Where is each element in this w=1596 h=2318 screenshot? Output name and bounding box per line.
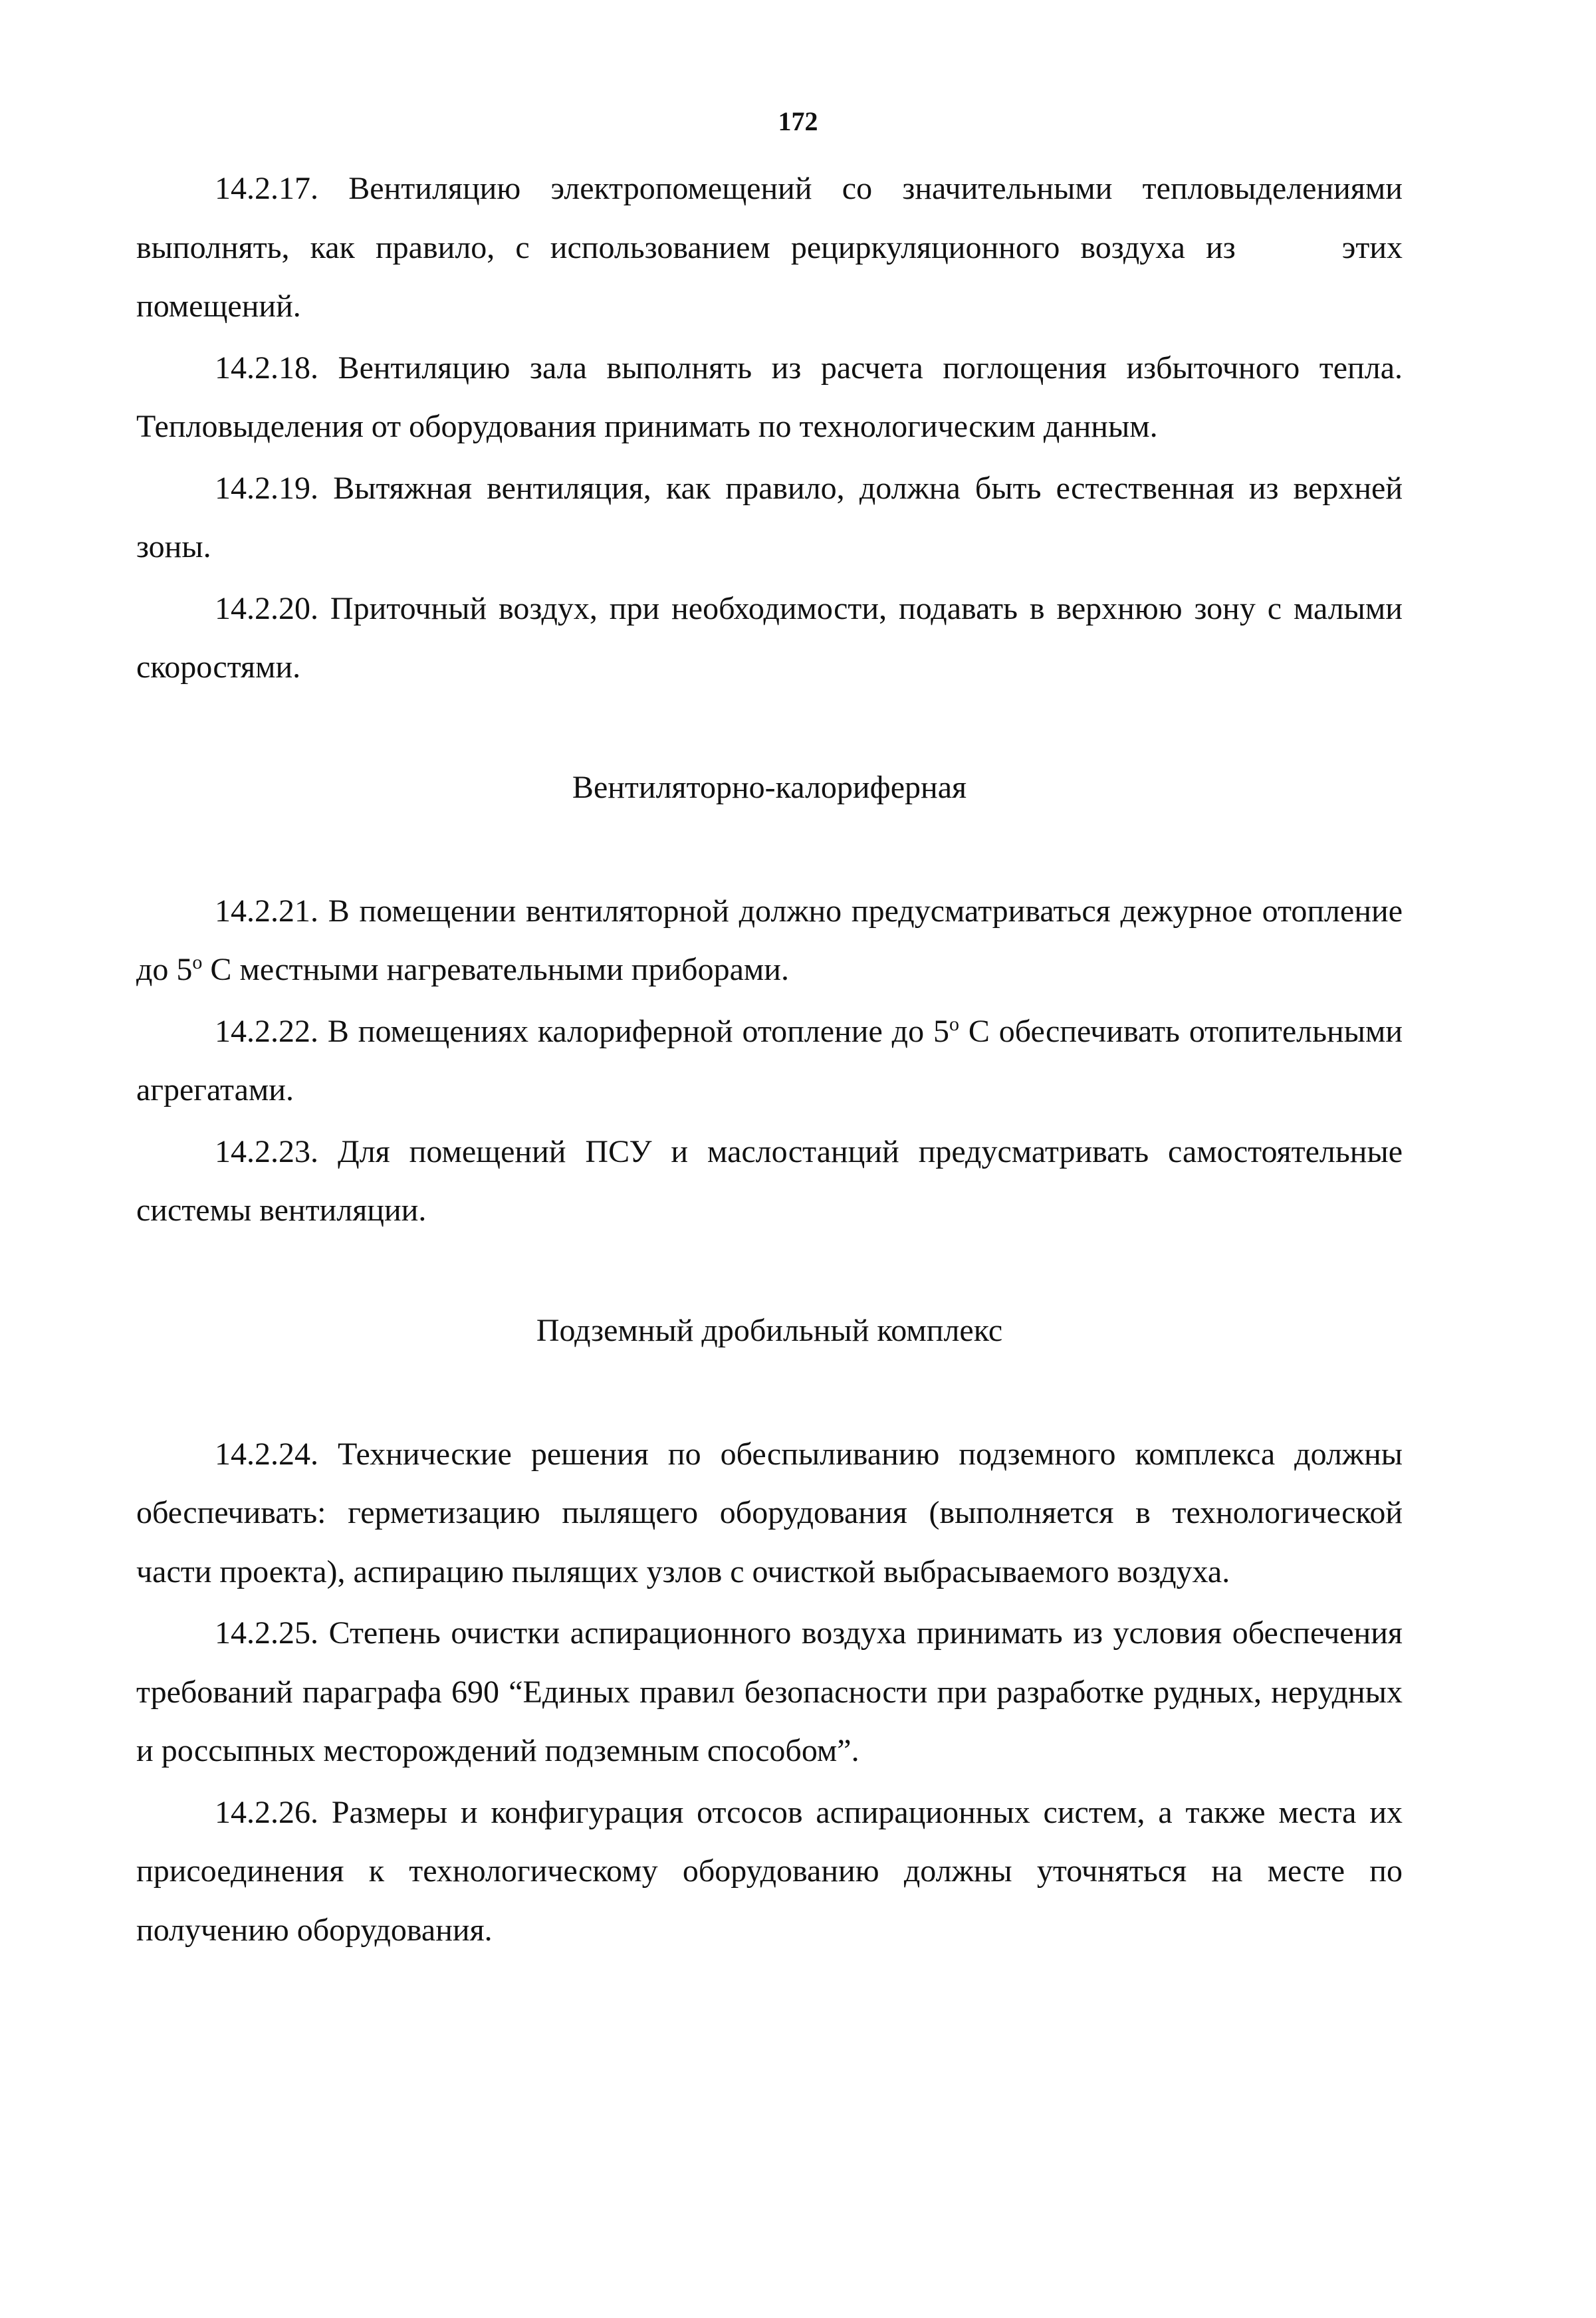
- paragraph-number: 14.2.17.: [215, 171, 318, 206]
- paragraph-number: 14.2.22.: [215, 1013, 318, 1049]
- degree-superscript: o: [192, 951, 203, 973]
- paragraph-14-2-22: [136, 1002, 1403, 1120]
- paragraph-text: В помещении вентиляторной должно предусматриваться дежурное отопление до 5: [136, 893, 1403, 987]
- paragraph-number: 14.2.26.: [215, 1794, 318, 1830]
- paragraph-text: Вытяжная вентиляция, как правило, должна быть естественная из верхней зоны.: [136, 470, 1403, 564]
- paragraph-14-2-19: [136, 459, 1403, 577]
- paragraph-14-2-17: [136, 160, 1403, 336]
- degree-superscript: o: [949, 1012, 959, 1035]
- paragraph-text: Технические решения по обеспыливанию подземного комплекса должны обеспечивать: герметизацию пылящего оборудования (выполняется в технологической части проекта), аспирацию пылящих узлов с очисткой выбрасываемого воздуха.: [136, 1436, 1403, 1589]
- paragraph-text: Приточный воздух, при необходимости, подавать в верхнюю зону с малыми скоростями.: [136, 590, 1403, 685]
- paragraph-14-2-20: [136, 580, 1403, 697]
- paragraph-14-2-24: [136, 1425, 1403, 1602]
- paragraph-number: 14.2.18.: [215, 350, 318, 386]
- paragraph-text: Вентиляцию электропомещений со значительными тепловыделениями выполнять, как правило, с использованием рециркуляционного воздуха из: [136, 171, 1403, 265]
- paragraph-text: В помещениях калориферной отопление до 5: [327, 1013, 949, 1049]
- section-heading-ventilation-heater: Вентиляторно-калориферная: [572, 769, 967, 805]
- paragraph-number: 14.2.20.: [215, 590, 318, 626]
- paragraph-number: 14.2.25.: [215, 1615, 318, 1651]
- paragraph-14-2-25: [136, 1604, 1403, 1781]
- paragraph-text-after: С местными нагревательными приборами.: [202, 952, 789, 987]
- paragraph-number: 14.2.24.: [215, 1436, 318, 1472]
- paragraph-text: Для помещений ПСУ и маслостанций предусматривать самостоятельные системы вентиляции.: [136, 1133, 1403, 1228]
- paragraph-text-after: С обеспечивать отопительными агрегатами.: [136, 1013, 1403, 1107]
- paragraph-14-2-23: [136, 1123, 1403, 1240]
- section-heading-crushing-complex: Подземный дробильный комплекс: [536, 1312, 1003, 1348]
- paragraph-14-2-18: [136, 339, 1403, 457]
- paragraph-number: 14.2.21.: [215, 893, 318, 929]
- paragraph-text-tail: этих помещений.: [136, 229, 1403, 324]
- page-number: 172: [778, 106, 818, 136]
- page-content: [136, 160, 1403, 1962]
- paragraph-number: 14.2.19.: [215, 470, 318, 506]
- paragraph-number: 14.2.23.: [215, 1133, 318, 1169]
- paragraph-text: Вентиляцию зала выполнять из расчета поглощения избыточного тепла. Тепловыделения от оборудования принимать по технологическим данным.: [136, 350, 1403, 444]
- paragraph-text: Размеры и конфигурация отсосов аспирационных систем, а также места их присоединения к технологическому оборудованию должны уточняться на месте по получению оборудования.: [136, 1794, 1403, 1948]
- paragraph-text: Степень очистки аспирационного воздуха принимать из условия обеспечения требований параграфа 690 “Единых правил безопасности при разработке рудных, нерудных и россыпных месторождений подземным способом”.: [136, 1615, 1403, 1768]
- paragraph-14-2-21: [136, 882, 1403, 1000]
- paragraph-14-2-26: [136, 1784, 1403, 1960]
